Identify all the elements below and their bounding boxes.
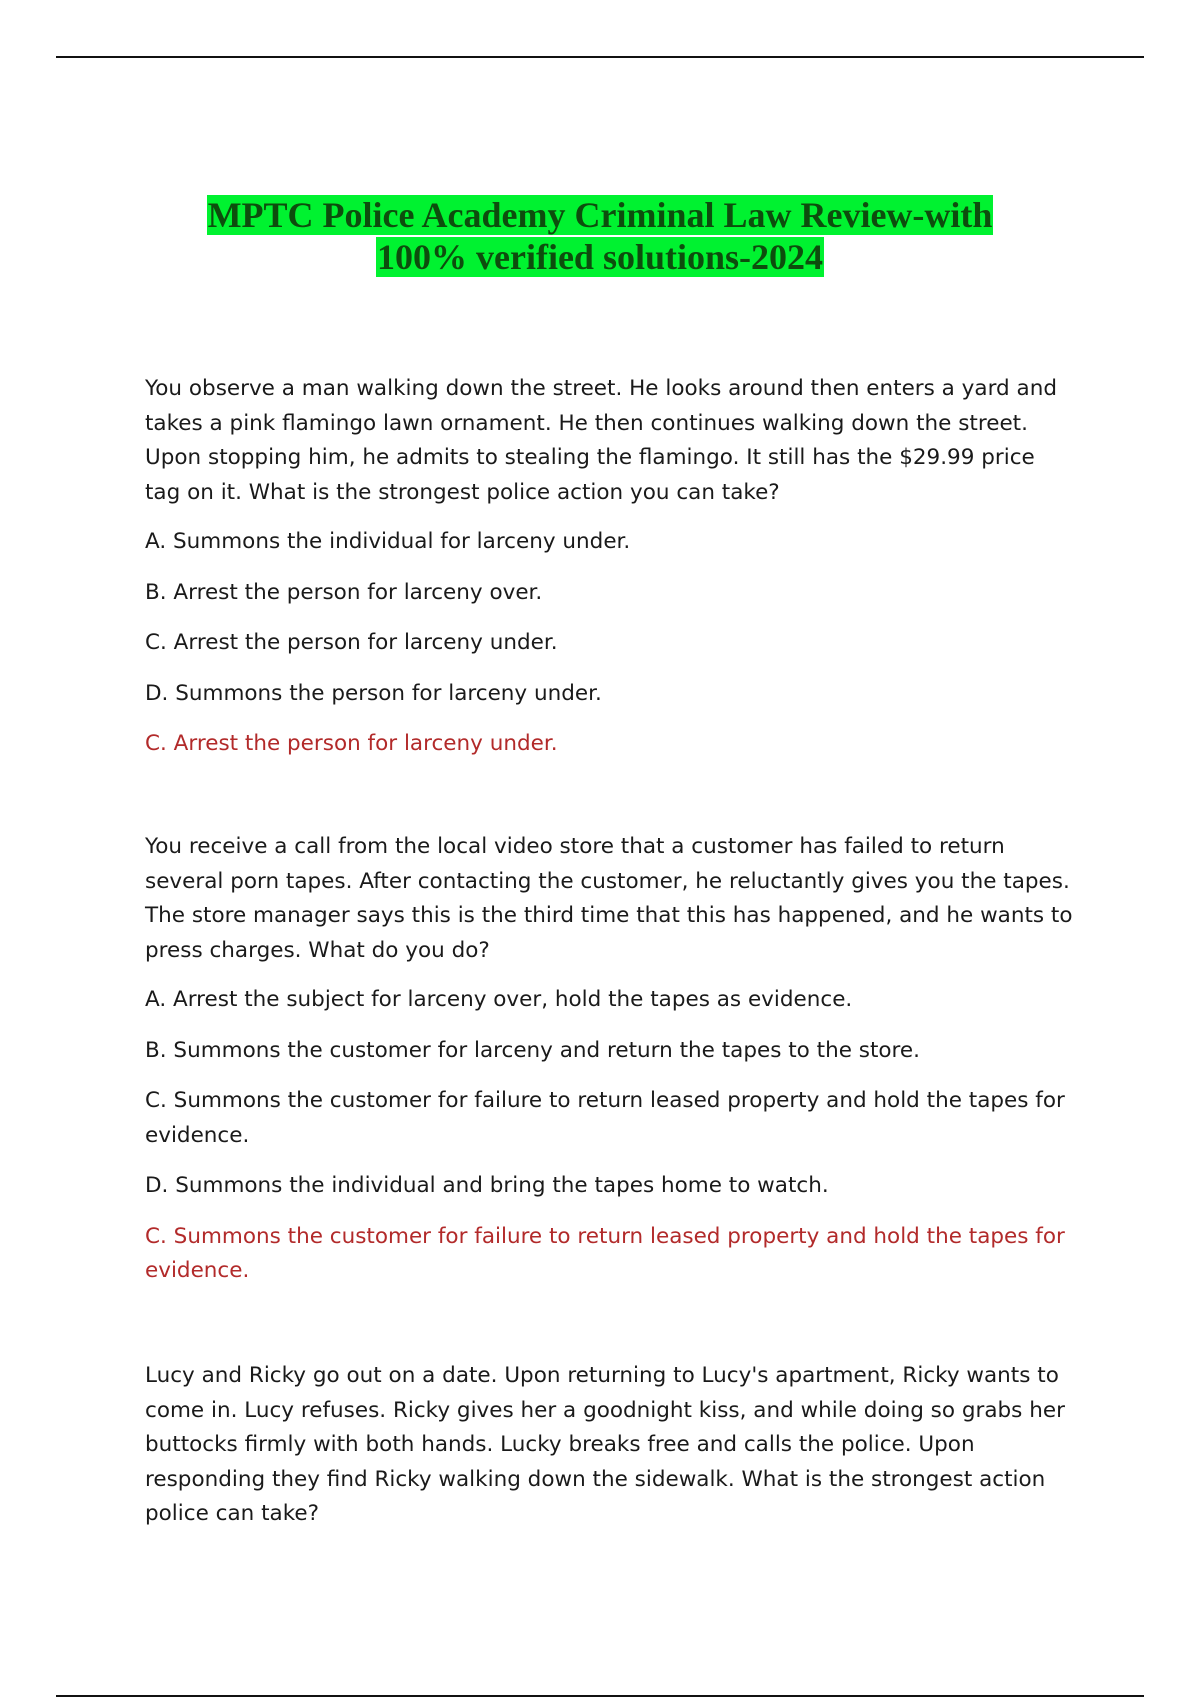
answer-option: D. Summons the individual and bring the tapes home to watch. [145,1173,829,1198]
question-block-3 [145,1359,1075,1547]
question-block-2 [145,830,1075,1289]
document-title [0,194,1200,278]
question-block-1 [145,372,1075,762]
bottom-rule [56,1695,1144,1697]
answer-option: C. Summons the customer for failure to return leased property and hold the tapes for evidence. [145,1088,1065,1148]
question-text: You receive a call from the local video store that a customer has failed to return several porn tapes. After contacting the customer, he reluctantly gives you the tapes. The store manager says this is the third time that this has happened, and he wants to press charges. What do you do? [145,834,1073,963]
question-text: You observe a man walking down the street. He looks around then enters a yard and takes a pink flamingo lawn ornament. He then continues walking down the street. Upon stopping him, he admits to stealing the flamingo. It still has the $29.99 price tag on it. What is the strongest police action you can take? [145,376,1057,505]
title-line-2: 100% verified solutions-2024 [377,237,823,277]
answer-option: A. Summons the individual for larceny under. [145,529,631,554]
top-rule [56,56,1144,58]
title-line-1: MPTC Police Academy Criminal Law Review-with [207,195,993,235]
correct-answer: C. Arrest the person for larceny under. [145,731,558,756]
correct-answer: C. Summons the customer for failure to return leased property and hold the tapes for evidence. [145,1223,1065,1283]
answer-option: A. Arrest the subject for larceny over, hold the tapes as evidence. [145,987,853,1012]
answer-option: D. Summons the person for larceny under. [145,680,602,706]
answer-option: C. Arrest the person for larceny under. [145,630,558,655]
answer-option: B. Arrest the person for larceny over. [145,579,543,605]
question-text: Lucy and Ricky go out on a date. Upon returning to Lucy's apartment, Ricky wants to come in. Lucy refuses. Ricky gives her a goodnight kiss, and while doing so grabs her buttocks firmly with both hands. Lucky breaks free and calls the police. Upon responding they find Ricky walking down the sidewalk. What is the strongest action police can take? [145,1363,1065,1526]
answer-option: B. Summons the customer for larceny and return the tapes to the store. [145,1037,920,1063]
